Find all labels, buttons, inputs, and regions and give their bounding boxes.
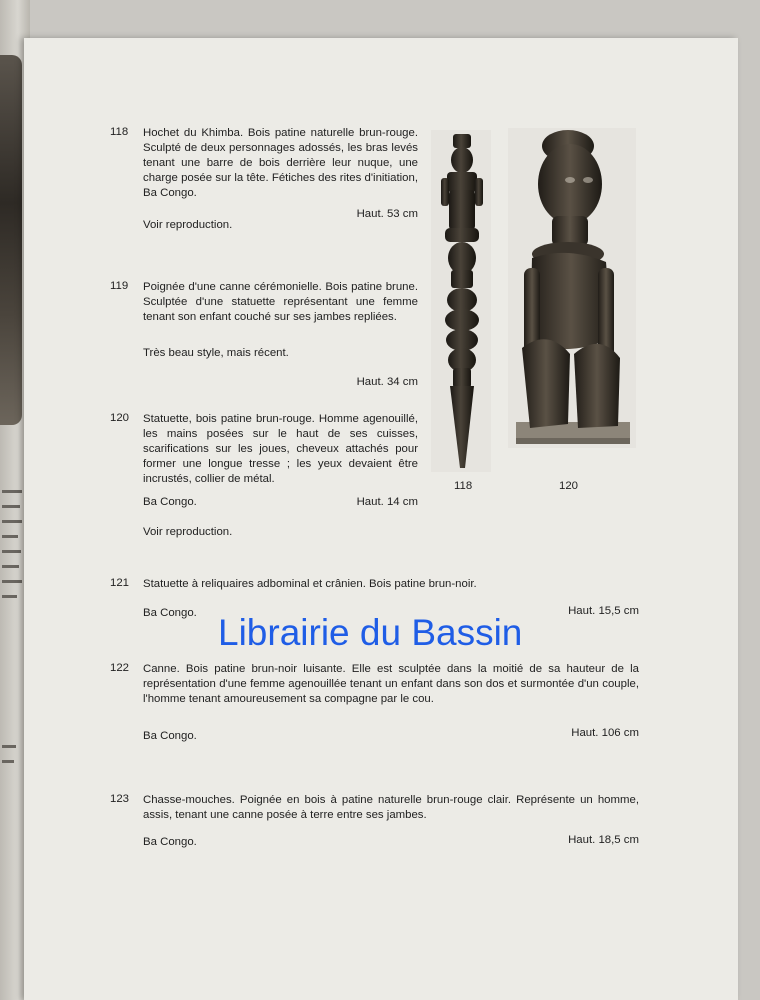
entry-number: 120: [110, 412, 130, 424]
photo-caption: 120: [559, 480, 579, 492]
previous-page-text: [2, 565, 19, 568]
watermark: Librairie du Bassin: [218, 612, 523, 653]
entry-description: Poignée d'une canne cérémonielle. Bois patine brune. Sculptée d'une statuette représentant une femme tenant son enfant couché sur ses jambes repliées.: [143, 281, 418, 323]
entry-height: Haut. 18,5 cm: [568, 834, 639, 846]
photo-rattle-118: [431, 130, 491, 472]
previous-page-text: [2, 490, 22, 493]
entry-note: Voir reproduction.: [143, 526, 233, 538]
photo-statuette-120: [508, 128, 636, 448]
entry-height: Haut. 53 cm: [356, 208, 418, 220]
previous-page-text: [2, 580, 22, 583]
entry-origin: Ba Congo.: [143, 496, 197, 508]
previous-page-text: [2, 550, 21, 553]
entry-description: Hochet du Khimba. Bois patine naturelle brun-rouge. Sculpté de deux personnages adossés, les bras levés tenant une barre de bois derrière leur nuque, une charge posée sur la tête. Fétiches des rites d'initiation, Ba Congo.: [143, 127, 418, 199]
entry-note: Très beau style, mais récent.: [143, 347, 289, 359]
previous-page-text: [2, 595, 17, 598]
entry-height: Haut. 15,5 cm: [568, 605, 639, 617]
entry-description: Canne. Bois patine brun-noir luisante. Elle est sculptée dans la moitié de sa hauteur de la représentation d'une femme agenouillée tenant un enfant dans son dos et surmontée d'un couple, l'homme tenant amoureusement sa compagne par le cou.: [143, 663, 639, 705]
entry-height: Haut. 14 cm: [356, 496, 418, 508]
entry-origin: Ba Congo.: [143, 730, 197, 742]
entry-number: 121: [110, 577, 130, 589]
entry-description: Statuette, bois patine brun-rouge. Homme agenouillé, les mains posées sur le haut de ses cuisses, scarifications sur les joues, cheveux attachés pour former une longue tresse ; les yeux devaient être incrustés, collier de métal.: [143, 413, 418, 485]
entry-description: Statuette à reliquaires adbominal et crânien. Bois patine brun-noir.: [143, 578, 477, 590]
entry-height: Haut. 34 cm: [356, 376, 418, 388]
entry-number: 123: [110, 793, 130, 805]
previous-page-text: [2, 760, 14, 763]
entry-number: 119: [110, 280, 129, 292]
previous-page-text: [2, 520, 22, 523]
entry-description: Chasse-mouches. Poignée en bois à patine naturelle brun-rouge clair. Représente un homme, assis, tenant une canne posée à terre entre ses jambes.: [143, 794, 639, 821]
previous-page-text: [2, 535, 18, 538]
entry-number: 122: [110, 662, 130, 674]
catalogue-page: [24, 38, 738, 1000]
previous-page-text: [2, 745, 16, 748]
photo-caption: 118: [454, 480, 473, 492]
entry-height: Haut. 106 cm: [571, 727, 639, 739]
previous-page-figure: [0, 55, 22, 425]
entry-note: Voir reproduction.: [143, 219, 233, 231]
entry-origin: Ba Congo.: [143, 836, 197, 848]
entry-origin: Ba Congo.: [143, 607, 197, 619]
entry-number: 118: [110, 126, 129, 138]
previous-page-text: [2, 505, 20, 508]
